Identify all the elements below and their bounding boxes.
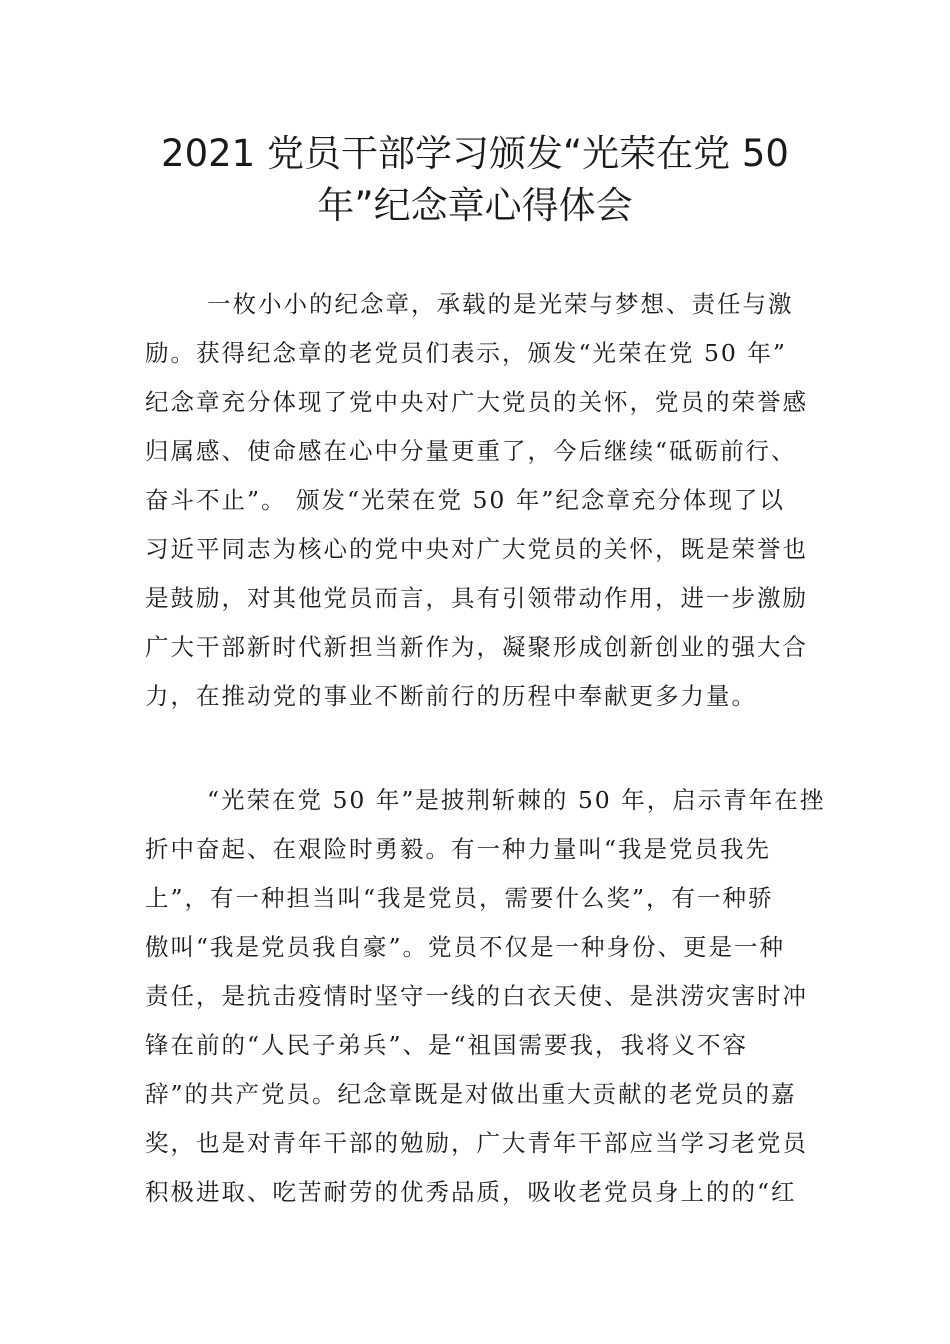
paragraph-line: 责任，是抗击疫情时坚守一线的白衣天使、是洪涝灾害时冲 <box>145 982 808 1010</box>
paragraph-line: “光荣在党 50 年”是披荆斩棘的 50 年，启示青年在挫 <box>207 786 826 814</box>
paragraph-line: 归属感、使命感在心中分量更重了，今后继续“砥砺前行、 <box>145 437 797 465</box>
paragraph-line: 习近平同志为核心的党中央对广大党员的关怀，既是荣誉也 <box>145 535 808 563</box>
paragraph-line: 积极进取、吃苦耐劳的优秀品质，吸收老党员身上的的“红 <box>145 1178 797 1206</box>
paragraph-line: 折中奋起、在艰险时勇毅。有一种力量叫“我是党员我先 <box>145 835 772 863</box>
body-paragraph <box>145 776 826 1217</box>
paragraph-line: 傲叫“我是党员我自豪”。党员不仅是一种身份、更是一种 <box>145 933 786 961</box>
paragraph-line: 辞”的共产党员。纪念章既是对做出重大贡献的老党员的嘉 <box>145 1080 797 1108</box>
paragraph-line: 力，在推动党的事业不断前行的历程中奉献更多力量。 <box>145 682 757 710</box>
paragraph-line: 是鼓励，对其他党员而言，具有引领带动作用，进一步激励 <box>145 584 808 612</box>
paragraph-line: 励。获得纪念章的老党员们表示，颁发“光荣在党 50 年” <box>145 339 787 367</box>
title-line: 2021 党员干部学习颁发“光荣在党 50 <box>161 132 789 175</box>
paragraph-line: 一枚小小的纪念章，承载的是光荣与梦想、责任与激 <box>207 290 794 318</box>
paragraph-line: 锋在前的“人民子弟兵”、是“祖国需要我，我将义不容 <box>145 1031 749 1059</box>
paragraph-line: 上”，有一种担当叫“我是党员，需要什么奖”，有一种骄 <box>145 884 774 912</box>
document-title <box>120 128 830 232</box>
title-line: 年”纪念章心得体会 <box>317 184 633 227</box>
paragraph-line: 广大干部新时代新担当新作为，凝聚形成创新创业的强大合 <box>145 633 808 661</box>
body-paragraph <box>145 280 810 721</box>
paragraph-line: 纪念章充分体现了党中央对广大党员的关怀，党员的荣誉感 <box>145 388 808 416</box>
paragraph-line: 奖，也是对青年干部的勉励，广大青年干部应当学习老党员 <box>145 1129 808 1157</box>
paragraph-line: 奋斗不止”。 颁发“光荣在党 50 年”纪念章充分体现了以 <box>145 486 785 514</box>
